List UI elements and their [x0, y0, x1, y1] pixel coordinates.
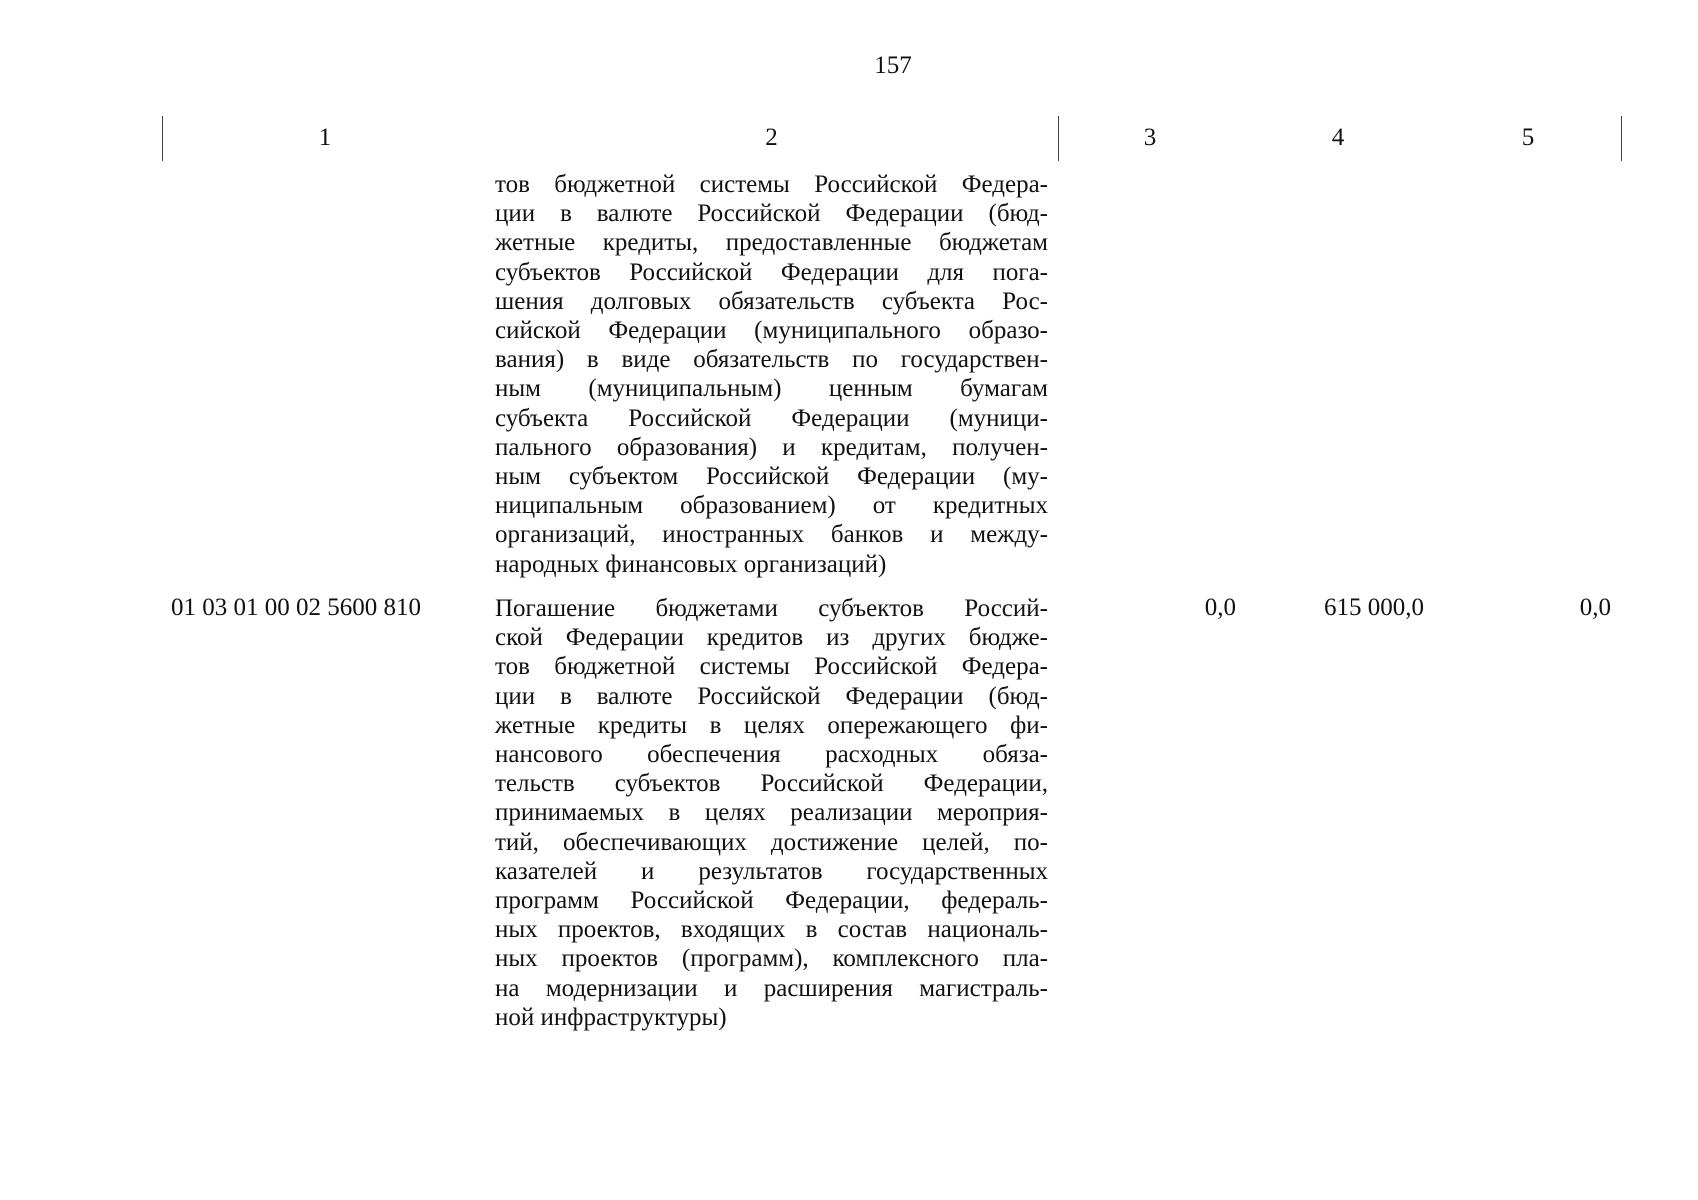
row-col4-value: 615 000,0 — [1324, 594, 1424, 621]
text-line: организаций, иностранных банков и между- — [495, 521, 1048, 549]
page-number: 157 — [874, 52, 912, 79]
text-line: жетные кредиты в целях опережающего фи- — [495, 711, 1048, 739]
header-col-5: 5 — [1521, 124, 1535, 151]
row-col3-value: 0,0 — [1204, 594, 1236, 621]
text-line: народных финансовых организаций) — [495, 550, 887, 578]
text-line: принимаемых в целях реализации мероприя- — [495, 799, 1048, 827]
text-line: ской Федерации кредитов из других бюдже- — [495, 624, 1048, 652]
text-line: сийской Федерации (муниципального образо- — [495, 317, 1048, 345]
text-line: субъектов Российской Федерации для пога- — [495, 258, 1048, 286]
text-line: ным (муниципальным) ценным бумагам — [495, 375, 1048, 403]
text-line: программ Российской Федерации, федераль- — [495, 887, 1048, 915]
row-code: 01 03 01 00 02 5600 810 — [171, 594, 421, 621]
text-line: ных проектов, входящих в состав националь- — [495, 916, 1048, 944]
row-col5-value: 0,0 — [1579, 594, 1611, 621]
text-line: пального образования) и кредитам, получен- — [495, 433, 1048, 461]
column-divider — [1058, 116, 1059, 161]
continued-description — [495, 170, 1048, 579]
text-line: ных проектов (программ), комплексного пла- — [495, 945, 1048, 973]
text-line: тий, обеспечивающих достижение целей, по- — [495, 828, 1048, 856]
text-line: жетные кредиты, предоставленные бюджетам — [495, 229, 1048, 257]
text-line: ции в валюте Российской Федерации (бюд- — [495, 682, 1048, 710]
text-line: тов бюджетной системы Российской Федера- — [495, 171, 1048, 198]
text-line: субъекта Российской Федерации (муници- — [495, 404, 1048, 432]
text-line: казателей и результатов государственных — [495, 857, 1048, 885]
header-col-1: 1 — [318, 124, 332, 151]
text-line: тов бюджетной системы Российской Федера- — [495, 653, 1048, 681]
text-line: вания) в виде обязательств по государствен- — [495, 346, 1048, 374]
text-line: шения долговых обязательств субъекта Рос- — [495, 287, 1048, 315]
text-line: ции в валюте Российской Федерации (бюд- — [495, 200, 1048, 228]
header-col-3: 3 — [1143, 124, 1157, 151]
text-line: Погашение бюджетами субъектов Россий- — [495, 595, 1048, 622]
table-border-right — [1621, 116, 1622, 161]
text-line: на модернизации и расширения магистраль- — [495, 974, 1048, 1002]
row-description — [495, 594, 1048, 1032]
text-line: ным субъектом Российской Федерации (му- — [495, 463, 1048, 491]
text-line: нансового обеспечения расходных обяза- — [495, 741, 1048, 769]
text-line: ниципальным образованием) от кредитных — [495, 492, 1048, 520]
header-col-4: 4 — [1331, 124, 1345, 151]
text-line: ной инфраструктуры) — [495, 1003, 727, 1031]
header-col-2: 2 — [765, 124, 778, 151]
text-line: тельств субъектов Российской Федерации, — [495, 770, 1048, 798]
